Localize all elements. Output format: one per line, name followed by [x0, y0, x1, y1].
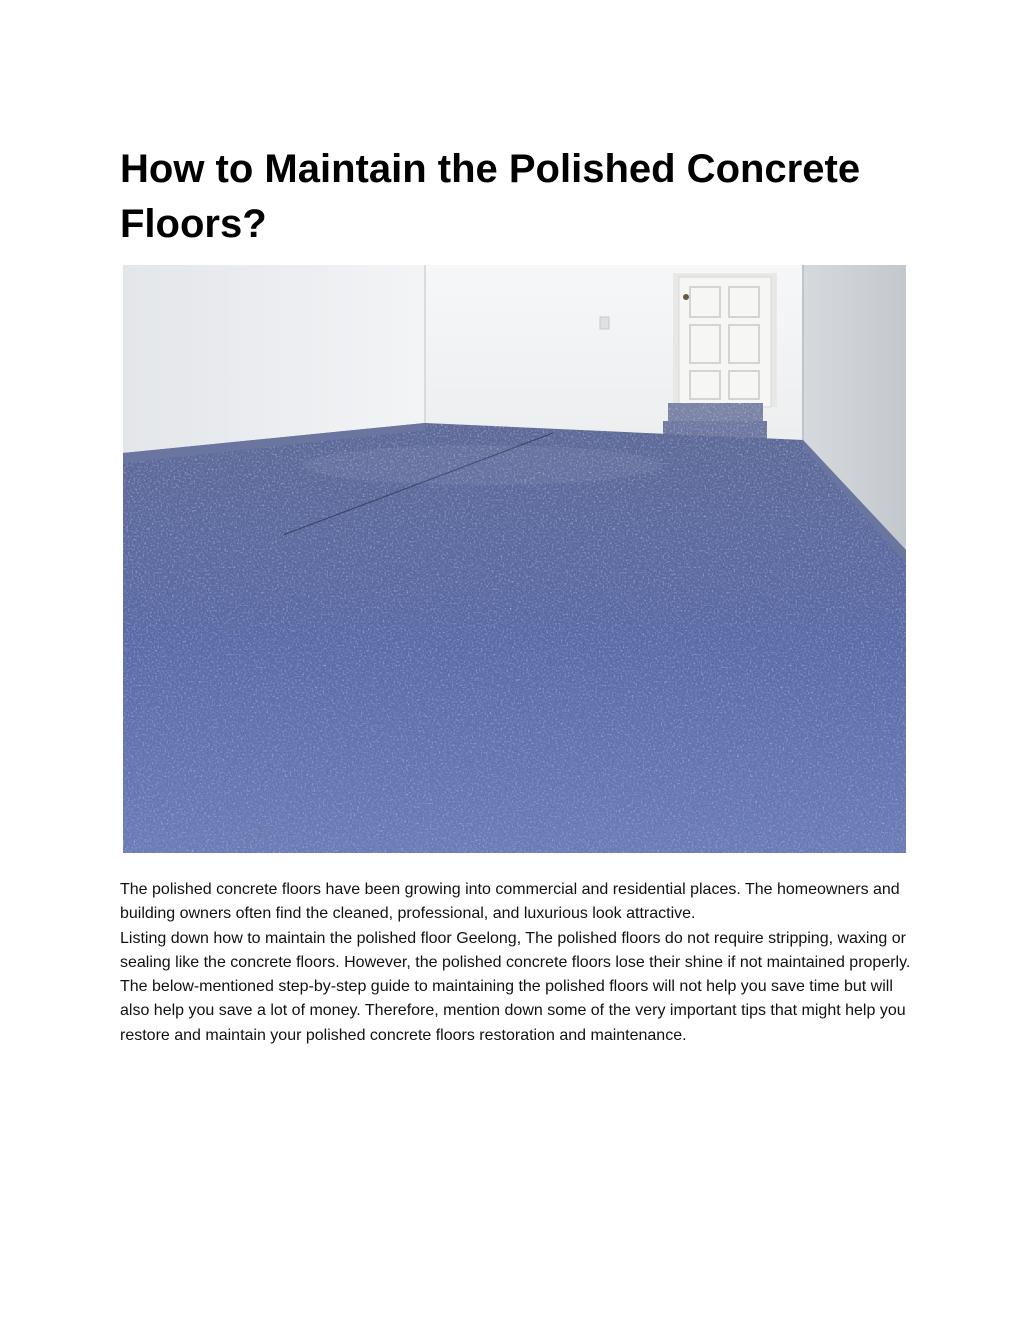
page-title: How to Maintain the Polished Concrete Floors?: [120, 147, 861, 246]
door-icon: [673, 273, 777, 407]
article-body: [120, 878, 920, 1048]
paragraph-3: The below-mentioned step-by-step guide to maintaining the polished floors will not help you save time but will also help you save a lot of money. Therefore, mention down some of the very important tips that might help you restore and maintain your polished concrete floors restoration and maintenance.: [120, 978, 906, 1044]
garage-floor-photo: [123, 265, 906, 853]
paragraph-2: Listing down how to maintain the polished floor Geelong, The polished floors do not require stripping, waxing or sealing like the concrete floors. However, the polished concrete floors lose their shine if not maintained properly.: [120, 929, 911, 971]
paragraph-1: The polished concrete floors have been growing into commercial and residential places. The homeowners and building owners often find the cleaned, professional, and luxurious look attractive.: [120, 881, 900, 923]
